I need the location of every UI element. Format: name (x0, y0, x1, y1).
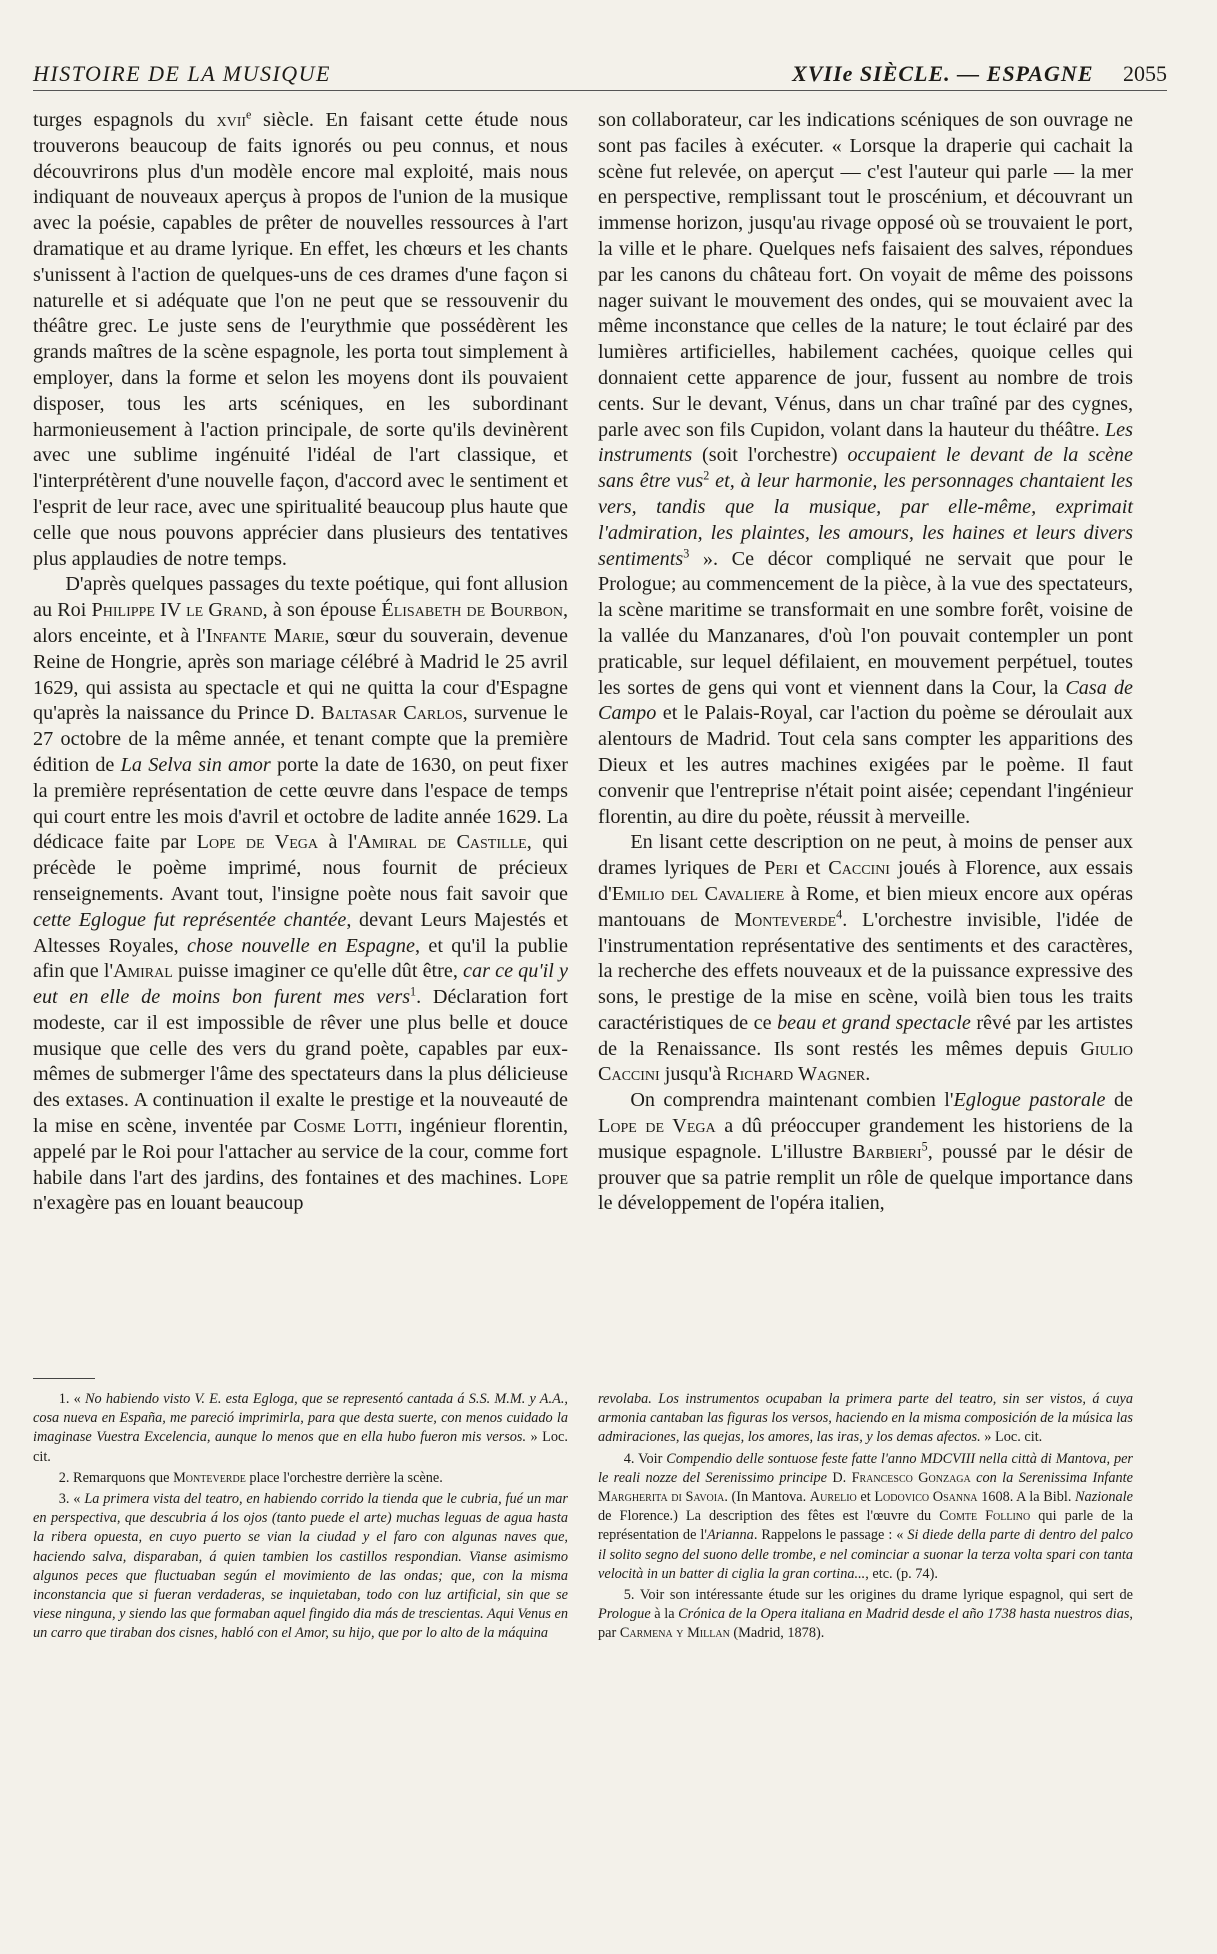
text-run: joués à Florence, aux essais d' (598, 857, 1133, 905)
small-caps-text: Margherita di Savoia (598, 1489, 725, 1506)
text-run: , sœur du souverain, devenue Reine de Hongrie, après son mariage célébré à Madrid le 25 avril 1629, qui assista au spectacle et qui ne quitta la cour d'Espagne qu'après la naissance du Prince D. (33, 624, 568, 725)
italic-text: Nazionale (1075, 1489, 1133, 1506)
small-caps-text: Lope de Vega (598, 1115, 716, 1138)
text-run: rêvé par les artistes de la Renaissance. Ils sont restés les mêmes depuis (598, 1011, 1133, 1060)
small-caps-text: Comte Follino (939, 1508, 1031, 1525)
text-run: . L'orchestre invisible, l'idée de l'instrumentation représentative des sentiments et des caractères, la recherche des effets nouveaux et de la puissance expressive des sons, le prestige de la mise en scène, voilà bien tous les traits caractéristiques de ce (598, 908, 1133, 1034)
text-run: , devant Leurs Majestés et Altesses Royales, (33, 908, 568, 957)
small-caps-text: Infante Marie (205, 624, 325, 647)
small-caps-text: Giulio Caccini (598, 1037, 1133, 1086)
text-run: à la (650, 1606, 679, 1623)
text-run: à l' (318, 831, 358, 854)
running-header (33, 56, 1167, 91)
small-caps-text: xvii (216, 109, 247, 131)
text-run: et le Palais-Royal, car l'action du poème se déroulait aux alentours de Madrid. Tout cela sans compter les apparitions des Dieux et les autres machines exigées par le poème. Il faut convenir que l'entreprise n'était point aisée; cependant l'ingénieur florentin, au dire du poète, réussit à merveille. (598, 702, 1133, 828)
paragraph (33, 108, 568, 572)
italic-text: revolaba. Los instrumentos ocupaban la primera parte del teatro, sin ser vistos, á cuya armonia cantaban las figuras los versos, haciendo en la misma composición de la música las admiraciones, las quejas, los amores, las iras, y los demas afectos. (598, 1391, 1133, 1446)
text-run: et (856, 1489, 875, 1506)
small-caps-text: Richard Wagner (726, 1063, 866, 1086)
text-run: , alors enceinte, et à l' (33, 599, 568, 647)
left-column (33, 108, 568, 1217)
footnote-separator (33, 1378, 95, 1379)
small-caps-text: Élisabeth de Bourbon (381, 599, 563, 622)
small-caps-text: Caccini (828, 857, 890, 880)
italic-text: No habiendo visto V. E. esta Egloga, que se representó cantada á S.S. M.M. y A.A., cosa nueva en España, me pareció imprimirla, para que desta suerte, con menos cuidado la imaginase Vuestra Excelencia, aunque lo menos que en ella hubo fueron mis versos. (33, 1391, 568, 1446)
text-run: 4. Voir (623, 1450, 667, 1467)
text-run: , ingénieur florentin, appelé par le Roi pour l'attacher au service de la cour, comme fort habile dans l'art des jardins, des fontaines et des machines. (33, 1115, 568, 1189)
footnote-4 (598, 1450, 1133, 1584)
italic-text: Si diede della parte di dentro del palco il solito segno del suono delle trombe, e nel cominciar a suonar la terza volta spari con tanta velocità in un batter di ciglia la gran cortina... (598, 1527, 1134, 1582)
text-run: . (In Mantova. (724, 1489, 810, 1506)
text-run: à Rome, et bien mieux encore aux opéras mantouans de (598, 882, 1134, 931)
footnote-ref: 3 (683, 545, 690, 560)
header-right (792, 61, 1167, 90)
italic-text: Crónica de la Opera italiana en Madrid desde el año 1738 hasta nuestros dias (678, 1606, 1130, 1623)
small-caps-text: Emilio del Cavaliere (611, 882, 785, 905)
paragraph (598, 108, 1133, 830)
text-run: » Loc. cit. (980, 1429, 1043, 1446)
small-caps-text: Monteverde (734, 908, 837, 931)
text-run: . (865, 1063, 871, 1086)
small-caps-text: Lope (529, 1166, 568, 1189)
paragraph (598, 830, 1133, 1088)
footnote-5 (598, 1586, 1133, 1644)
text-run: , et qu'il la publie afin que l' (33, 934, 569, 983)
italic-text: cette Eglogue fut représentée chantée (33, 908, 347, 931)
footnote-3-continued (598, 1390, 1133, 1448)
small-caps-text: Baltasar Carlos (321, 702, 463, 725)
small-caps-text: Aurelio (809, 1489, 857, 1506)
small-caps-text: Amiral (113, 960, 173, 983)
italic-text: Prologue (598, 1606, 651, 1623)
text-run: turges espagnols du (33, 109, 217, 131)
text-run: , qui précède le poème imprimé, nous fournit de précieux renseignements. Avant tout, l'insigne poète nous fait savoir que (33, 831, 568, 905)
text-run: place l'orchestre derrière la scène. (245, 1469, 443, 1486)
text-run: son collaborateur, car les indications scéniques de son ouvrage ne sont pas faciles à exécuter. « Lorsque la draperie qui cachait la scène fut relevée, on aperçut — c'est l'auteur qui parle — la mer en perspective, remplissant tout le proscénium, et découvrant un immense horizon, jusqu'au rivage opposé où se trouvaient le port, la ville et le phare. Quelques nefs faisaient des salves, répondues par les canons du château fort. On voyait de même des poissons nager suivant le mouvement des ondes, qui se mouvaient avec la même inconstance que celles de la nature; le tout éclairé par des lumières artificielles, habilement cachées, quoique celles qui donnaient cette apparence de jour, fussent au nombre de trois cents. Sur le devant, Vénus, dans un char traîné par des cygnes, parle avec son fils Cupidon, volant dans la hauteur du théâtre. (598, 109, 1133, 441)
italic-text: et, à leur harmonie, les personnages chantaient les vers, tandis que la musique, par elle-même, exprimait l'admiration, les plaintes, les amours, les haines et leurs divers sentiments (598, 470, 1133, 570)
footnote-1 (33, 1390, 568, 1467)
right-column (598, 108, 1133, 1217)
italic-text: La primera vista del teatro, en habiendo corrido la tienda que le cubria, fué un mar en perspectiva, que descubria á los ojos (tanto puede el arte) muchas leguas de agua hasta la ribera opuesta, en cuyo puerto se vian la ciudad y el faro con algunas naves que, haciendo salva, disparaban, á quien tambien los castillos respondian. Vianse asimismo algunos peces que fluctuaban según el movimiento de las ondas; que, con la misma inconstancia que si fueran verdaderas, se inquietaban, todo con luz artificial, sin que se viese ninguna, y siendo las que formaban aquel fingido dia más de trescientas. Aqui Venus en un carro que tiraban dos cisnes, habló con el Amor, su hijo, que por lo alto de la máquina (33, 1491, 568, 1642)
small-caps-text: Lope de Vega (196, 831, 319, 854)
italic-text: occupaient le devant de la scène sans être vus (598, 444, 1133, 493)
page-number: 2055 (1123, 61, 1167, 86)
text-run: jusqu'à (659, 1063, 727, 1086)
text-run: et (797, 857, 829, 880)
italic-text: La Selva sin amor (120, 753, 271, 776)
text-run: En lisant cette description on ne peut, à moins de penser aux drames lyriques de (598, 831, 1133, 880)
italic-text: Arianna (706, 1527, 754, 1544)
italic-text: Eglogue pastorale (953, 1089, 1106, 1112)
small-caps-text: Philippe IV le Grand (91, 599, 263, 622)
small-caps-text: Peri (764, 857, 798, 880)
footnote-ref: 1 (410, 984, 417, 999)
section-title: XVIIe SIÈCLE. — ESPAGNE (792, 61, 1094, 86)
small-caps-text: Cosme Lotti (293, 1115, 398, 1138)
text-run: 5. Voir son intéressante étude sur les origines du drame lyrique espagnol, qui sert de (623, 1587, 1133, 1604)
text-run: 2. Remarquons que (58, 1469, 174, 1486)
text-run: . Rappelons le passage : « (753, 1527, 908, 1544)
small-caps-text: Amiral de Castille (357, 831, 527, 854)
small-caps-text: Carmena y Millan (619, 1625, 730, 1642)
small-caps-text: Lodovico Osanna (874, 1489, 978, 1506)
text-run: , par (598, 1606, 1133, 1642)
footnotes-left (33, 1390, 568, 1646)
text-run: On comprendra maintenant combien l' (630, 1089, 954, 1112)
text-run: , à son épouse (262, 599, 382, 622)
running-title: HISTOIRE DE LA MUSIQUE (33, 61, 331, 86)
text-run: 1. « (58, 1391, 85, 1407)
text-run: n'exagère pas en louant beaucoup (33, 1192, 304, 1215)
small-caps-text: Barbieri (852, 1140, 922, 1163)
text-run: ». Ce décor compliqué ne servait que pour le Prologue; au commencement de la pièce, à la vue des spectateurs, la scène maritime se transformait en une sombre forêt, voisine de la vallée du Manzanares, d'où l'on pouvait contempler un pont praticable, sur lequel défilaient, en mouvement perpétuel, toutes les sortes de gens qui vont et viennent dans la Cour, la (598, 547, 1133, 699)
italic-text: con la Serenissima Infante (976, 1469, 1133, 1486)
text-run: qui parle de la représentation de l' (598, 1508, 1134, 1544)
footnote-ref: 2 (703, 468, 710, 483)
paragraph (598, 1088, 1133, 1217)
text-run: puisse imaginer ce qu'elle dût être, (172, 960, 464, 983)
text-run: (soit l'orchestre) (692, 444, 848, 467)
paragraph (33, 572, 568, 1217)
italic-text: car ce qu'il y eut en elle de moins bon furent mes vers (33, 960, 569, 1009)
italic-text: Casa de Campo (598, 676, 1134, 725)
text-run: (Madrid, 1878). (729, 1625, 825, 1642)
text-run: porte la date de 1630, on peut fixer la première représentation de cette œuvre dans l'espace de temps qui court entre les mois d'avril et octobre de ladite année 1629. La dédicace faite par (33, 753, 568, 854)
small-caps-text: Francesco Gonzaga (851, 1469, 971, 1486)
text-run: 3. « (58, 1491, 85, 1508)
text-run: a dû préoccuper grandement les historiens de la musique espagnole. L'illustre (598, 1115, 1133, 1163)
footnote-ref: e (246, 107, 252, 122)
italic-text: chose nouvelle en Espagne (187, 934, 415, 957)
footnotes-right (598, 1390, 1133, 1646)
text-run: » Loc. cit. (33, 1429, 568, 1465)
text-run: , survenue le 27 octobre de la même année, et tenant compte que la première édition de (33, 702, 568, 776)
italic-text: beau et grand spectacle (777, 1011, 971, 1034)
footnote-ref: 4 (836, 906, 843, 921)
text-run: D'après quelques passages du texte poétique, qui font allusion au Roi (33, 573, 568, 622)
italic-text: Compendio delle sontuose feste fatte l'anno MDCVIII nella città di Mantova, per le reali nozze del Serenissimo principe (598, 1450, 1133, 1486)
text-run: de Florence.) La description des fêtes est l'œuvre du (598, 1508, 940, 1525)
text-run: 1608. A la Bibl. (977, 1489, 1076, 1506)
text-run: , poussé par le désir de prouver que sa patrie remplit un rôle de quelque importance dans le développement de l'opéra italien, (598, 1140, 1133, 1215)
text-run: . Déclaration fort modeste, car il est impossible de rêver une plus belle et douce musique que celle des vers du grand poète, capables par eux-mêmes de submerger l'âme des spectateurs dans la plus délicieuse des extases. A continuation il exalte le prestige et la nouveauté de la mise en scène, inventée par (33, 986, 568, 1138)
footnote-3 (33, 1490, 568, 1644)
italic-text: Les instruments (598, 418, 1133, 467)
text-run: de (1105, 1089, 1133, 1112)
footnote-ref: 5 (921, 1139, 928, 1154)
small-caps-text: Monteverde (173, 1469, 246, 1486)
footnote-2 (33, 1469, 568, 1488)
text-run: siècle. En faisant cette étude nous trouverons beaucoup de faits ignorés ou peu connus, et nous découvrirons plus d'un modèle encore mal exploité, mais nous indiquant de nouveaux aperçus à propos de l'union de la musique avec la poésie, capables de prêter de nouvelles ressources à l'art dramatique et au drame lyrique. En effet, les chœurs et les chants s'unissent à l'action de quelques-uns de ces drames d'une façon si naturelle et si adéquate que l'on ne peut que se ressouvenir du théâtre grec. Le juste sens de l'eurythmie que possédèrent les grands maîtres de la scène espagnole, les porta tout simplement à employer, dans la forme et selon les moyens dont ils pouvaient disposer, tous les arts scéniques, en les subordinant harmonieusement à l'action principale, de sorte qu'ils devinèrent avec une sublime ingénuité l'idéal de l'art classique, et l'interprétèrent d'une nouvelle façon, d'accord avec le sentiment et l'esprit de leur race, avec une spiritualité beaucoup plus haute que celle que nous pouvons apprécier dans plusieurs des tentatives plus applaudies de notre temps. (33, 109, 568, 570)
text-run: , etc. (p. 74). (865, 1565, 938, 1582)
text-run: D. (826, 1469, 852, 1486)
